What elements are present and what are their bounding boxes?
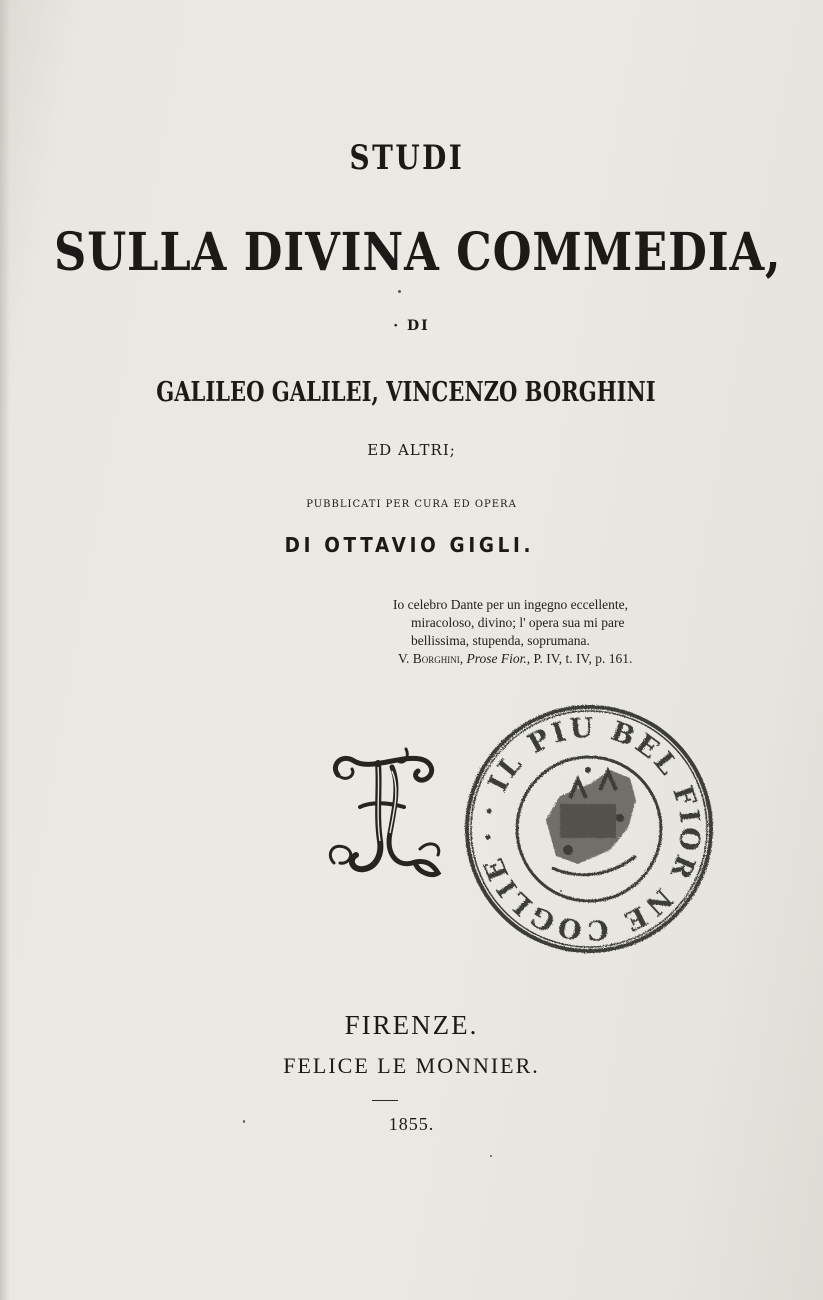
epigraph-source bbox=[393, 650, 683, 668]
stamp-text: · IL PIU BEL FIOR NE COGLIE · bbox=[472, 712, 706, 946]
imprint-rule bbox=[372, 1100, 398, 1101]
others-line: ED ALTRI; bbox=[367, 441, 456, 459]
by-line: · DI bbox=[393, 318, 430, 334]
library-stamp-icon bbox=[460, 700, 718, 958]
epigraph bbox=[393, 596, 683, 668]
paper-speck bbox=[398, 290, 401, 293]
epigraph-line-2: miracoloso, divino; l' opera sua mi pare bbox=[411, 615, 625, 630]
imprint-year: 1855. bbox=[388, 1114, 435, 1134]
paper-speck bbox=[490, 1155, 492, 1157]
epigraph-line-1: Io celebro Dante per un ingegno eccellente, bbox=[393, 597, 629, 612]
epigraph-source-work: Prose Fior. bbox=[466, 651, 527, 666]
epigraph-source-reference: , P. IV, t. IV, p. 161. bbox=[526, 651, 633, 666]
imprint-publisher: FELICE LE MONNIER. bbox=[283, 1053, 540, 1078]
epigraph-source-separator: , bbox=[459, 651, 467, 666]
epigraph-line-3: bellissima, stupenda, soprumana. bbox=[411, 633, 590, 648]
publication-note: PUBBLICATI PER CURA ED OPERA bbox=[306, 499, 517, 510]
authors-line: GALILEO GALILEI, VINCENZO BORGHINI bbox=[156, 377, 656, 408]
editor-line: DI OTTAVIO GIGLI. bbox=[284, 533, 535, 557]
monogram-ornament-icon bbox=[320, 745, 445, 885]
epigraph-source-author: V. Borghini bbox=[398, 651, 460, 666]
title-line-2: SULLA DIVINA COMMEDIA, bbox=[54, 222, 782, 283]
imprint-city: FIRENZE. bbox=[344, 1010, 479, 1040]
paper-speck bbox=[243, 1120, 245, 1123]
paper-speck bbox=[560, 890, 562, 892]
title-line-1: STUDI bbox=[349, 138, 465, 178]
page-fold-shadow bbox=[0, 0, 10, 1300]
